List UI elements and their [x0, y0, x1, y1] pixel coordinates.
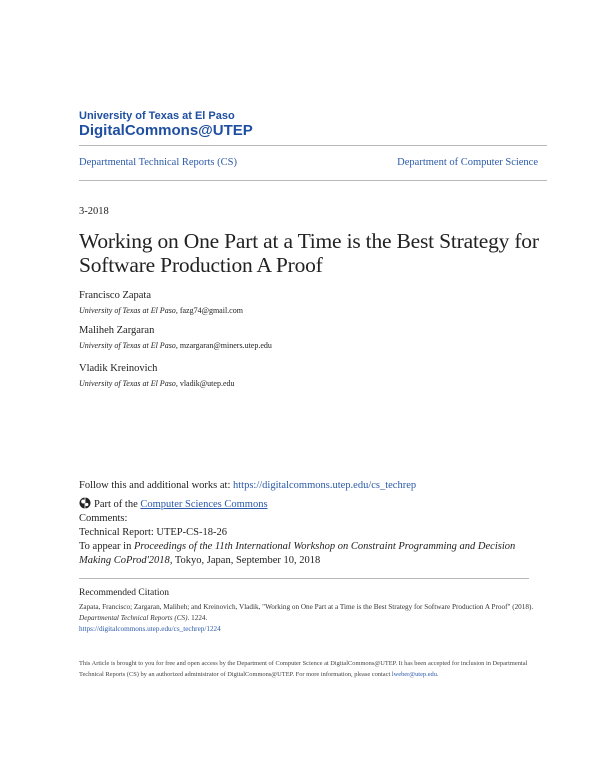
series-link[interactable]: Departmental Technical Reports (CS) [79, 157, 237, 168]
citation-text [79, 602, 539, 635]
publication-date: 3-2018 [79, 206, 109, 217]
network-commons-icon [79, 497, 91, 509]
author-name: Francisco Zapata [79, 290, 152, 301]
report-number: Technical Report: UTEP-CS-18-26 [79, 527, 227, 538]
citation-series: Departmental Technical Reports (CS) [79, 614, 188, 622]
citation-plain: Zapata, Francisco; Zargaran, Maliheh; and Kreinovich, Vladik, "Working on One Part at a Time is the Best Strategy for Software Production A Proof" (2018). [79, 603, 534, 611]
appear-prefix: To appear in [79, 541, 132, 552]
collection-url-link[interactable]: https://digitalcommons.utep.edu/cs_techrep [233, 480, 417, 491]
affiliation-text: University of Texas at El Paso [79, 306, 176, 315]
citation-end: . 1224. [187, 614, 208, 622]
citation-divider [79, 578, 529, 579]
notice-text: This Article is brought to you for free and open access by the Department of Computer Science at DigitalCommons@UTEP. It has been accepted for inclusion in Departmental Technical Reports (CS) by an authorized administrator of DigitalCommons@UTEP. For more information, please contact [79, 660, 528, 678]
citation-url-link[interactable]: https://digitalcommons.utep.edu/cs_techrep/1224 [79, 625, 221, 633]
affiliation-text: University of Texas at El Paso [79, 379, 176, 388]
partof-line [79, 497, 268, 510]
department-link[interactable]: Department of Computer Science [397, 157, 538, 168]
author-email: fazg74@gmail.com [179, 306, 243, 315]
paper-title: Working on One Part at a Time is the Best Strategy for Software Production A Proof [79, 229, 539, 277]
notice-end: . [436, 670, 439, 678]
commons-link[interactable]: Computer Sciences Commons [140, 499, 268, 510]
university-name: University of Texas at El Paso [79, 110, 235, 122]
comments-label: Comments: [79, 513, 128, 524]
affiliation-text: University of Texas at El Paso [79, 341, 176, 350]
author-name: Maliheh Zargaran [79, 325, 155, 336]
author-affiliation: University of Texas at El Paso, vladik@utep.edu [79, 379, 235, 388]
appear-venue: Proceedings of the 11th International Workshop on Constraint Programming and Decision Making CoProd'2018 [79, 541, 516, 566]
partof-label: Part of the [94, 499, 138, 510]
top-divider [79, 145, 547, 146]
appear-suffix: , Tokyo, Japan, September 10, 2018 [169, 555, 321, 566]
access-notice [79, 659, 541, 680]
repository-name[interactable]: DigitalCommons@UTEP [79, 122, 253, 139]
author-email: mzargaran@miners.utep.edu [179, 341, 272, 350]
appear-in-text [79, 540, 549, 568]
contact-email-link[interactable]: lweber@utep.edu [391, 670, 437, 678]
follow-label: Follow this and additional works at: [79, 480, 231, 491]
citation-heading: Recommended Citation [79, 588, 169, 598]
author-affiliation: University of Texas at El Paso, mzargaran@miners.utep.edu [79, 341, 272, 350]
nav-divider [79, 180, 547, 181]
author-name: Vladik Kreinovich [79, 363, 158, 374]
author-email: vladik@utep.edu [179, 379, 235, 388]
author-affiliation: University of Texas at El Paso, fazg74@gmail.com [79, 306, 243, 315]
follow-line [79, 480, 416, 491]
